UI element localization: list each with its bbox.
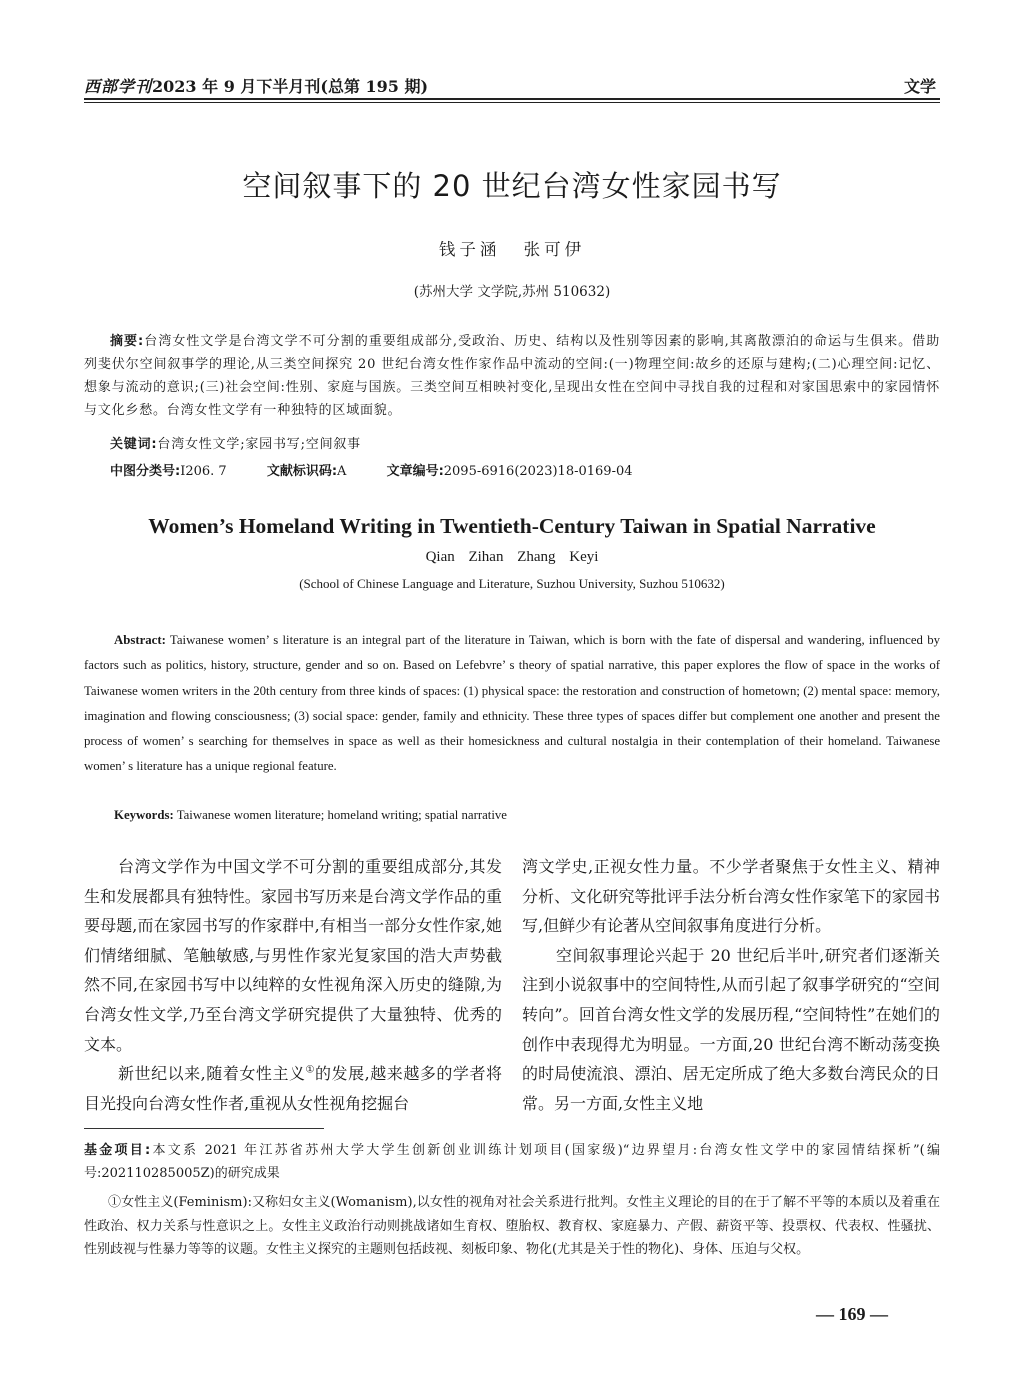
abstract-cn (84, 330, 940, 422)
keywords-en-label: Keywords: (114, 808, 174, 822)
body-paragraph: 湾文学史,正视女性力量。不少学者聚焦于女性主义、精神分析、文化研究等批评手法分析台湾女性作家笔下的家园书写,但鲜少有论著从空间叙事角度进行分析。 (522, 857, 940, 936)
article-number-label: 文章编号: (386, 464, 444, 479)
abstract-cn-label: 摘要: (110, 334, 145, 349)
header-rule (84, 98, 940, 100)
body-paragraph: 空间叙事理论兴起于 20 世纪后半叶,研究者们逐渐关注到小说叙事中的空间特性,从而引起了叙事学研究的“空间转向”。回首台湾女性文学的发展历程,“空间特性”在她们的创作中表现得尤为明显。一方面,20 世纪台湾不断动荡变换的时局使流浪、漂泊、居无定所成了绝大多数台湾民众的日常。另一方面,女性主义地 (522, 945, 940, 1113)
abstract-cn-text: 台湾女性文学是台湾文学不可分割的重要组成部分,受政治、历史、结构以及性别等因素的影响,其离散漂泊的命运与生俱来。借助列斐伏尔空间叙事学的理论,从三类空间探究 20 世纪台湾女性作家作品中流动的空间:(一)物理空间:故乡的还原与建构;(二)心理空间:记忆、想象与流动的意识;(三)社会空间:性别、家庭与国族。三类空间互相映衬变化,呈现出女性在空间中寻找自我的过程和对家国思索中的家园情怀与文化乡愁。台湾女性文学有一种独特的区域面貌。 (84, 334, 940, 418)
body-paragraph: 新世纪以来,随着女性主义①的发展,越来越多的学者将目光投向台湾女性作者,重视从女性视角挖掘台 (84, 1064, 502, 1113)
body-column-right (522, 852, 940, 1118)
fund-label: 基金项目: (84, 1143, 151, 1158)
affiliation-en: (School of Chinese Language and Literature, Suzhou University, Suzhou 510632) (299, 576, 725, 591)
abstract-en-text: Taiwanese women’ s literature is an integral part of the literature in Taiwan, which is born with the fate of dispersal and wandering, influenced by factors such as politics, history, structure, gender and so on. Based on Lefebvre’ s theory of spatial narrative, this paper explores the flow of space in the works of Taiwanese women writers in the 20th century from three kinds of spaces: (1) physical space: the restoration and construction of hometown; (2) mental space: memory, imagination and flowing consciousness; (3) social space: gender, family and ethnicity. These three types of spaces differ but complement one another and present the process of women’ s searching for themselves in space as well as their homesickness and cultural nostalgia in their contemplation of their homeland. Taiwanese women’ s literature has a unique regional feature. (84, 633, 940, 774)
keywords-cn-label: 关键词: (110, 437, 158, 452)
clc-label: 中图分类号: (110, 464, 181, 479)
keywords-en-text: Taiwanese women literature; homeland writing; spatial narrative (176, 808, 507, 822)
running-header-left (84, 74, 428, 97)
keywords-cn (110, 433, 361, 452)
page-number: — 169 — (816, 1304, 888, 1324)
affiliation-cn: (苏州大学 文学院,苏州 510632) (413, 284, 611, 300)
paper-title-cn: 空间叙事下的 20 世纪台湾女性家园书写 (242, 169, 782, 203)
section-name: 文学 (903, 77, 936, 96)
doc-code-value: A (337, 464, 347, 479)
header-rule-thin (84, 102, 940, 103)
classification-line (110, 460, 633, 479)
fund-text: 本文系 2021 年江苏省苏州大学大学生创新创业训练计划项目(国家级)“边界望月:台湾女性文学中的家园情结探析”(编号:202110285005Z)的研究成果 (84, 1143, 940, 1181)
issue-info: 2023 年 9 月下半月刊(总第 195 期) (152, 77, 429, 96)
body-paragraph: 台湾文学作为中国文学不可分割的重要组成部分,其发生和发展都具有独特性。家园书写历来是台湾文学作品的重要母题,而在家园书写的作家群中,有相当一部分女性作家,她们情绪细腻、笔触敏感,与男性作家光复家国的浩大声势截然不同,在家园书写中以纯粹的女性视角深入历史的缝隙,为台湾女性文学,乃至台湾文学研究提供了大量独特、优秀的文本。 (84, 857, 502, 1054)
abstract-en (84, 628, 940, 780)
article-number-value: 2095-6916(2023)18-0169-04 (443, 464, 633, 479)
footnote-1: ①女性主义(Feminism):又称妇女主义(Womanism),以女性的视角对社会关系进行批判。女性主义理论的目的在于了解不平等的本质以及着重在性政治、权力关系与性意识之上。女性主义政治行动则挑战诸如生育权、堕胎权、教育权、家庭暴力、产假、薪资平等、投票权、代表权、性骚扰、性别歧视与性暴力等等的议题。女性主义探究的主题则包括歧视、刻板印象、物化(尤其是关于性的物化)、身体、压迫与父权。 (84, 1195, 940, 1257)
keywords-cn-text: 台湾女性文学;家园书写;空间叙事 (157, 437, 361, 452)
journal-logo: 西部学刊 (84, 77, 153, 96)
keywords-en (114, 808, 507, 823)
abstract-en-label: Abstract: (114, 633, 166, 647)
clc-value: I206. 7 (180, 464, 227, 479)
footnote-rule (84, 1128, 324, 1129)
authors-en: Qian Zihan Zhang Keyi (425, 549, 599, 565)
paper-title-en: Women’s Homeland Writing in Twentieth-Century Taiwan in Spatial Narrative (148, 514, 876, 538)
footnote-marker[interactable]: ① (305, 1064, 316, 1076)
fund-footnote (84, 1140, 940, 1185)
doc-code-label: 文献标识码: (266, 464, 338, 479)
body-column-left (84, 852, 502, 1118)
authors-cn: 钱子涵 张可伊 (438, 240, 586, 259)
